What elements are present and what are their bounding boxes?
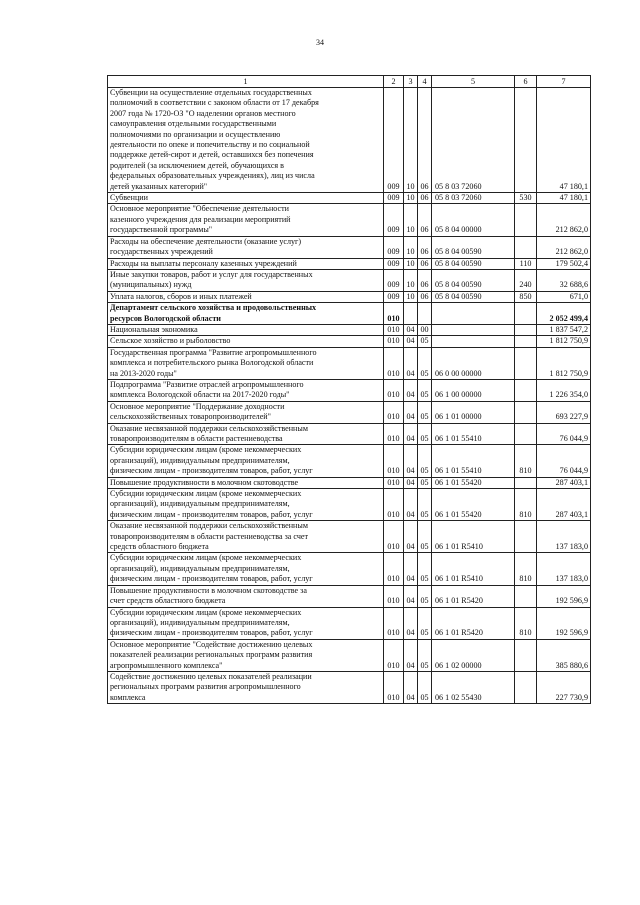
- expense-type-code: 850: [515, 291, 537, 302]
- section-code: 04: [404, 445, 418, 477]
- expense-type-code: 240: [515, 269, 537, 291]
- admin-code: 010: [384, 336, 404, 347]
- admin-code: 010: [384, 324, 404, 335]
- row-name: Национальная экономика: [108, 324, 384, 335]
- admin-code: 009: [384, 291, 404, 302]
- section-code: 04: [404, 423, 418, 445]
- expense-type-code: 110: [515, 258, 537, 269]
- admin-code: 010: [384, 521, 404, 553]
- amount: 385 880,6: [537, 639, 591, 671]
- table-row: [108, 671, 591, 703]
- section-code: 04: [404, 324, 418, 335]
- expense-type-code: [515, 379, 537, 401]
- admin-code: 009: [384, 258, 404, 269]
- table-row: [108, 236, 591, 258]
- expense-type-code: 810: [515, 553, 537, 585]
- admin-code: 010: [384, 445, 404, 477]
- header-cell-4: 4: [418, 76, 432, 88]
- amount: 1 812 750,9: [537, 336, 591, 347]
- section-code: 10: [404, 204, 418, 236]
- subsection-code: [418, 303, 432, 325]
- expense-type-code: 810: [515, 489, 537, 521]
- subsection-code: 05: [418, 639, 432, 671]
- target-article-code: 05 8 03 72060: [432, 88, 515, 193]
- amount: 47 180,1: [537, 193, 591, 204]
- admin-code: 010: [384, 347, 404, 379]
- table-row: [108, 607, 591, 639]
- subsection-code: 05: [418, 401, 432, 423]
- amount: 137 183,0: [537, 521, 591, 553]
- row-name: Сельское хозяйство и рыболовство: [108, 336, 384, 347]
- section-code: 10: [404, 236, 418, 258]
- amount: 192 596,9: [537, 585, 591, 607]
- row-name: Содействие достижению целевых показателей реализации региональных программ развития агропромышленного комплекса: [108, 671, 384, 703]
- amount: 47 180,1: [537, 88, 591, 193]
- target-article-code: [432, 324, 515, 335]
- target-article-code: [432, 336, 515, 347]
- header-cell-2: 2: [384, 76, 404, 88]
- subsection-code: 05: [418, 336, 432, 347]
- amount: 1 837 547,2: [537, 324, 591, 335]
- admin-code: 010: [384, 489, 404, 521]
- subsection-code: 05: [418, 671, 432, 703]
- section-code: 04: [404, 379, 418, 401]
- subsection-code: 05: [418, 585, 432, 607]
- admin-code: 010: [384, 639, 404, 671]
- section-code: 04: [404, 477, 418, 488]
- admin-code: 010: [384, 553, 404, 585]
- amount: 137 183,0: [537, 553, 591, 585]
- table-row: [108, 258, 591, 269]
- subsection-code: 06: [418, 193, 432, 204]
- amount: 1 226 354,0: [537, 379, 591, 401]
- admin-code: 009: [384, 269, 404, 291]
- page-number: 34: [316, 38, 324, 47]
- subsection-code: 05: [418, 445, 432, 477]
- section-code: 10: [404, 269, 418, 291]
- section-code: 04: [404, 489, 418, 521]
- amount: 693 227,9: [537, 401, 591, 423]
- admin-code: 010: [384, 585, 404, 607]
- expense-type-code: 530: [515, 193, 537, 204]
- row-name: Расходы на выплаты персоналу казенных учреждений: [108, 258, 384, 269]
- header-cell-1: 1: [108, 76, 384, 88]
- target-article-code: 06 1 02 00000: [432, 639, 515, 671]
- row-name: Субсидии юридическим лицам (кроме некоммерческих организаций), индивидуальным предпринимателям, физическим лицам - производителям товаров, работ, услуг: [108, 607, 384, 639]
- table-row: [108, 291, 591, 302]
- row-name: Субсидии юридическим лицам (кроме некоммерческих организаций), индивидуальным предпринимателям, физическим лицам - производителям товаров, работ, услуг: [108, 489, 384, 521]
- row-name: Оказание несвязанной поддержки сельскохозяйственным товаропроизводителям в области растениеводства: [108, 423, 384, 445]
- amount: 287 403,1: [537, 477, 591, 488]
- row-name: Государственная программа "Развитие агропромышленного комплекса и потребительского рынка Вологодской области на 2013-2020 годы": [108, 347, 384, 379]
- target-article-code: 06 1 01 R5420: [432, 585, 515, 607]
- expense-type-code: [515, 401, 537, 423]
- table-row: [108, 336, 591, 347]
- subsection-code: 05: [418, 379, 432, 401]
- target-article-code: 06 1 01 00000: [432, 401, 515, 423]
- expense-type-code: [515, 347, 537, 379]
- expense-type-code: [515, 303, 537, 325]
- target-article-code: 05 8 04 00590: [432, 236, 515, 258]
- row-name: Департамент сельского хозяйства и продовольственных ресурсов Вологодской области: [108, 303, 384, 325]
- target-article-code: 05 8 04 00590: [432, 258, 515, 269]
- header-cell-3: 3: [404, 76, 418, 88]
- section-code: 04: [404, 347, 418, 379]
- amount: 212 862,0: [537, 204, 591, 236]
- table-row: [108, 269, 591, 291]
- amount: 227 730,9: [537, 671, 591, 703]
- admin-code: 010: [384, 423, 404, 445]
- admin-code: 009: [384, 236, 404, 258]
- admin-code: 009: [384, 88, 404, 193]
- section-code: 04: [404, 607, 418, 639]
- subsection-code: 06: [418, 291, 432, 302]
- row-name: Расходы на обеспечение деятельности (оказание услуг) государственных учреждений: [108, 236, 384, 258]
- subsection-code: 05: [418, 607, 432, 639]
- target-article-code: 06 1 00 00000: [432, 379, 515, 401]
- target-article-code: 05 8 04 00590: [432, 291, 515, 302]
- subsection-code: 06: [418, 269, 432, 291]
- table-row: [108, 379, 591, 401]
- subsection-code: 06: [418, 204, 432, 236]
- target-article-code: 06 1 01 R5410: [432, 553, 515, 585]
- subsection-code: 05: [418, 521, 432, 553]
- expense-type-code: [515, 204, 537, 236]
- table-row: [108, 553, 591, 585]
- row-name: Субвенции: [108, 193, 384, 204]
- section-code: 10: [404, 193, 418, 204]
- section-code: 04: [404, 401, 418, 423]
- target-article-code: 06 1 01 55420: [432, 477, 515, 488]
- table-row: [108, 401, 591, 423]
- expense-type-code: [515, 423, 537, 445]
- expense-type-code: 810: [515, 445, 537, 477]
- target-article-code: 06 0 00 00000: [432, 347, 515, 379]
- table-row: [108, 585, 591, 607]
- amount: 32 688,6: [537, 269, 591, 291]
- subsection-code: 06: [418, 258, 432, 269]
- admin-code: 010: [384, 379, 404, 401]
- expense-type-code: 810: [515, 607, 537, 639]
- amount: 179 502,4: [537, 258, 591, 269]
- section-code: 04: [404, 671, 418, 703]
- section-code: 04: [404, 639, 418, 671]
- section-code: 04: [404, 553, 418, 585]
- section-code: 10: [404, 291, 418, 302]
- subsection-code: 06: [418, 236, 432, 258]
- expense-type-code: [515, 671, 537, 703]
- target-article-code: 05 8 04 00590: [432, 269, 515, 291]
- row-name: Иные закупки товаров, работ и услуг для государственных (муниципальных) нужд: [108, 269, 384, 291]
- header-cell-7: 7: [537, 76, 591, 88]
- admin-code: 010: [384, 607, 404, 639]
- subsection-code: 06: [418, 88, 432, 193]
- table-row: [108, 489, 591, 521]
- amount: 76 044,9: [537, 445, 591, 477]
- amount: 671,0: [537, 291, 591, 302]
- section-code: 10: [404, 88, 418, 193]
- target-article-code: 06 1 01 R5420: [432, 607, 515, 639]
- row-name: Субвенции на осуществление отдельных государственных полномочий в соответствии с законом области от 17 декабря 2007 года № 1720-ОЗ "О наделении органов местного самоуправления отдельными государственными полномочиями по организации и осуществлению деятельности по опеке и попечительству и по социальной поддержке детей-сирот и детей, оставшихся без попечения родителей (за исключением детей, обучающихся в федеральных образовательных учреждениях), лиц из числа детей указанных категорий": [108, 88, 384, 193]
- table-row: [108, 204, 591, 236]
- row-name: Оказание несвязанной поддержки сельскохозяйственным товаропроизводителям в области растениеводства за счет средств областного бюджета: [108, 521, 384, 553]
- table-row: [108, 193, 591, 204]
- table-row: [108, 521, 591, 553]
- row-name: Повышение продуктивности в молочном скотоводстве: [108, 477, 384, 488]
- expense-type-code: [515, 477, 537, 488]
- subsection-code: 05: [418, 489, 432, 521]
- table-row: [108, 445, 591, 477]
- row-name: Субсидии юридическим лицам (кроме некоммерческих организаций), индивидуальным предпринимателям, физическим лицам - производителям товаров, работ, услуг: [108, 445, 384, 477]
- header-row: [108, 76, 591, 88]
- expense-type-code: [515, 324, 537, 335]
- header-cell-6: 6: [515, 76, 537, 88]
- admin-code: 009: [384, 204, 404, 236]
- expense-type-code: [515, 88, 537, 193]
- subsection-code: 05: [418, 347, 432, 379]
- budget-table: [107, 75, 591, 704]
- amount: 287 403,1: [537, 489, 591, 521]
- table-row: [108, 303, 591, 325]
- subsection-code: 05: [418, 423, 432, 445]
- target-article-code: 06 1 01 R5410: [432, 521, 515, 553]
- subsection-code: 05: [418, 477, 432, 488]
- table-row: [108, 477, 591, 488]
- row-name: Подпрограмма "Развитие отраслей агропромышленного комплекса Вологодской области на 2017-2020 годы": [108, 379, 384, 401]
- section-code: 10: [404, 258, 418, 269]
- target-article-code: 06 1 01 55410: [432, 445, 515, 477]
- expense-type-code: [515, 639, 537, 671]
- expense-type-code: [515, 236, 537, 258]
- subsection-code: 05: [418, 553, 432, 585]
- admin-code: 009: [384, 193, 404, 204]
- row-name: Субсидии юридическим лицам (кроме некоммерческих организаций), индивидуальным предпринимателям, физическим лицам - производителям товаров, работ, услуг: [108, 553, 384, 585]
- admin-code: 010: [384, 303, 404, 325]
- amount: 2 052 499,4: [537, 303, 591, 325]
- row-name: Основное мероприятие "Обеспечение деятельности казенного учреждения для реализации мероприятий государственной программы": [108, 204, 384, 236]
- expense-type-code: [515, 585, 537, 607]
- amount: 192 596,9: [537, 607, 591, 639]
- table-row: [108, 88, 591, 193]
- target-article-code: 06 1 01 55420: [432, 489, 515, 521]
- target-article-code: 06 1 01 55410: [432, 423, 515, 445]
- expense-type-code: [515, 521, 537, 553]
- row-name: Уплата налогов, сборов и иных платежей: [108, 291, 384, 302]
- amount: 1 812 750,9: [537, 347, 591, 379]
- section-code: 04: [404, 521, 418, 553]
- table-row: [108, 347, 591, 379]
- target-article-code: [432, 303, 515, 325]
- header-cell-5: 5: [432, 76, 515, 88]
- admin-code: 010: [384, 477, 404, 488]
- target-article-code: 06 1 02 55430: [432, 671, 515, 703]
- section-code: [404, 303, 418, 325]
- amount: 212 862,0: [537, 236, 591, 258]
- section-code: 04: [404, 336, 418, 347]
- section-code: 04: [404, 585, 418, 607]
- admin-code: 010: [384, 401, 404, 423]
- row-name: Основное мероприятие "Поддержание доходности сельскохозяйственных товаропроизводителей": [108, 401, 384, 423]
- expense-type-code: [515, 336, 537, 347]
- row-name: Повышение продуктивности в молочном скотоводстве за счет средств областного бюджета: [108, 585, 384, 607]
- row-name: Основное мероприятие "Содействие достижению целевых показателей реализации региональных программ развития агропромышленного комплекса": [108, 639, 384, 671]
- table-row: [108, 324, 591, 335]
- target-article-code: 05 8 03 72060: [432, 193, 515, 204]
- table-row: [108, 423, 591, 445]
- subsection-code: 00: [418, 324, 432, 335]
- amount: 76 044,9: [537, 423, 591, 445]
- target-article-code: 05 8 04 00000: [432, 204, 515, 236]
- admin-code: 010: [384, 671, 404, 703]
- table-row: [108, 639, 591, 671]
